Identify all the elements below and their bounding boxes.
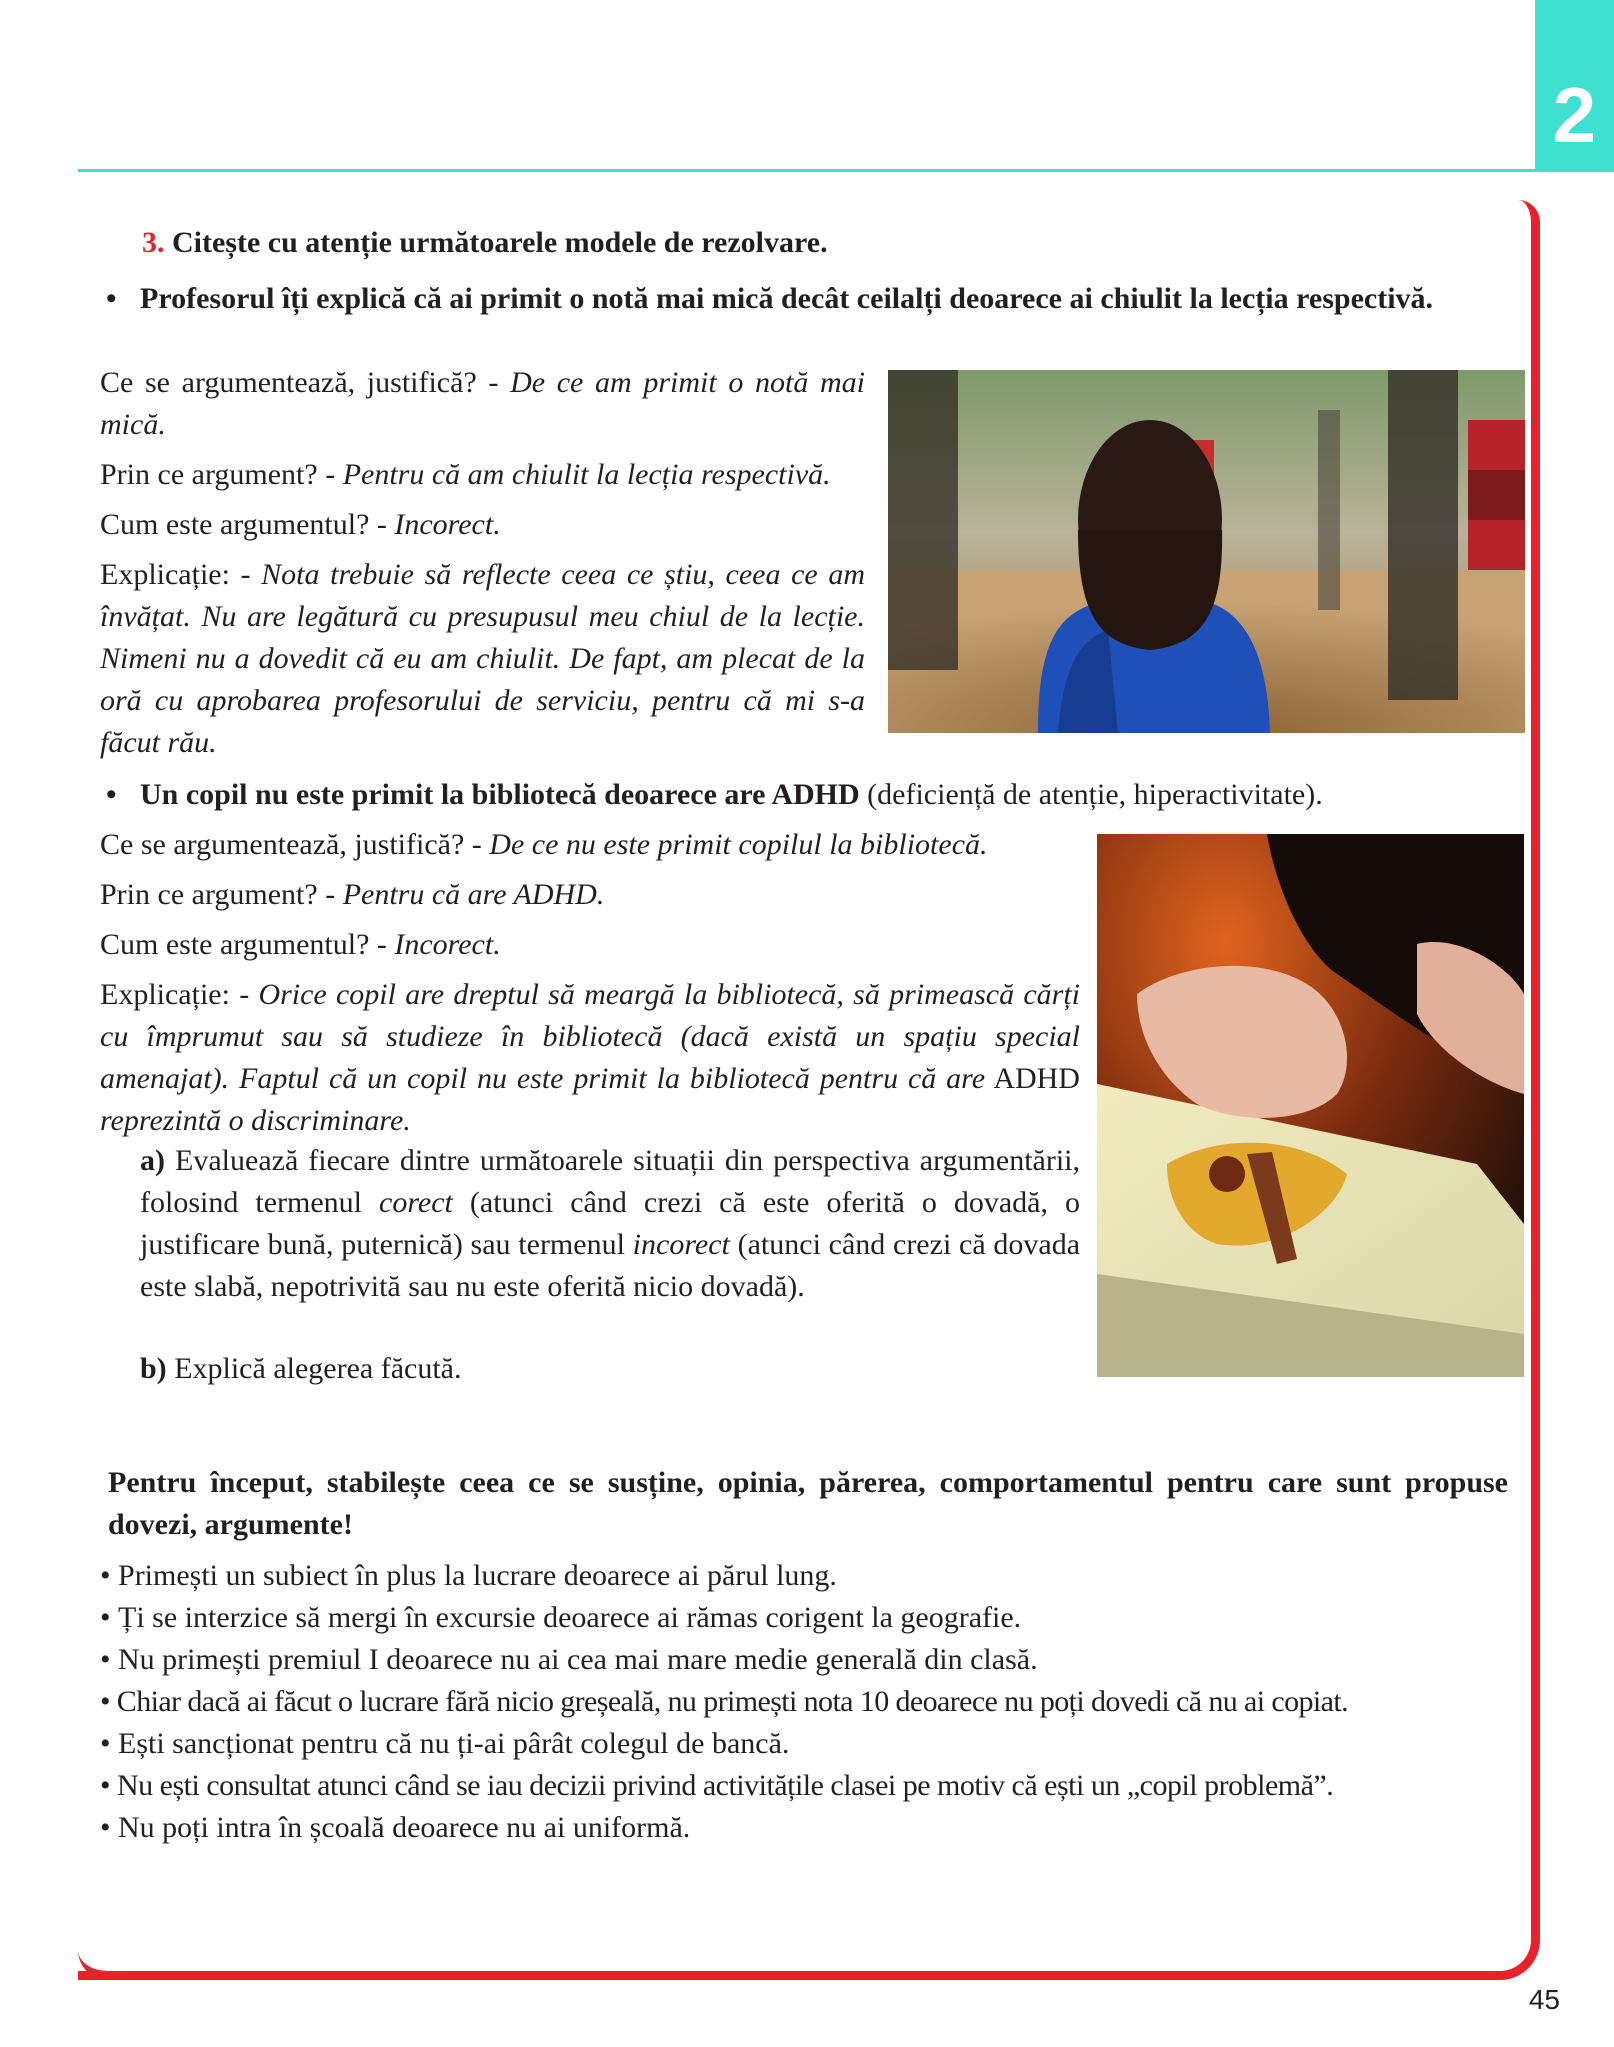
answer-text: Pentru că am chiulit la lecția respectivă.: [342, 458, 831, 491]
question-label: Ce se argumentează, justifică? -: [100, 366, 499, 399]
case1-qa: [100, 362, 865, 764]
case1-question-claim: [100, 362, 865, 446]
hint-text: Pentru început, stabilește ceea ce se susține, opinia, părerea, comportamentul pentru care sunt propuse dovezi, argumente!: [108, 1466, 1508, 1541]
girl-backpack-illustration: [888, 370, 1525, 733]
chapter-number: 2: [1552, 71, 1597, 159]
answer-text: Incorect.: [394, 508, 501, 541]
case2-question-claim: [100, 824, 1080, 866]
exercise-number: 3.: [142, 226, 165, 259]
answer-text: De ce nu este primit copilul la bibliotecă.: [489, 828, 988, 861]
case2-statement: Un copil nu este primit la bibliotecă deoarece are ADHD: [140, 778, 860, 811]
question-label: Cum este argumentul? -: [100, 508, 387, 541]
task-b: [140, 1348, 462, 1390]
case1-question-argument: [100, 454, 865, 496]
situation-item: • Nu primești premiul I deoarece nu ai cea mai mare medie generală din clasă.: [100, 1643, 1038, 1676]
situation-item: • Ți se interzice să mergi în excursie deoarece ai rămas corigent la geografie.: [100, 1601, 1022, 1634]
answer-text: Orice copil are dreptul să meargă la bibliotecă, să primească cărți cu împrumut sau să studieze în bibliotecă (dacă există un spațiu special amenajat). Faptul că un copil nu este primit la bibliotecă pentru că are: [100, 978, 1080, 1095]
question-label: Ce se argumentează, justifică? -: [100, 828, 482, 861]
question-label: Explicație: -: [100, 978, 250, 1011]
chapter-tab: [1535, 0, 1614, 172]
question-label: Explicație: -: [100, 558, 251, 591]
task-a-term-incorrect: incorect: [632, 1228, 730, 1261]
answer-text: De ce am primit o notă mai mică.: [100, 366, 865, 441]
question-label: Cum este argumentul? -: [100, 928, 387, 961]
task-a-text: Evaluează fiecare dintre următoarele situații din perspectiva argumentării, folosind termenul: [140, 1144, 1081, 1219]
situation-item: • Nu ești consultat atunci când se iau decizii privind activitățile clasei pe motiv că ești un „copil problemă”.: [100, 1769, 1334, 1802]
case1-statement: Profesorul îți explică că ai primit o notă mai mică decât ceilalți deoarece ai chiulit la lecția respectivă.: [140, 282, 1434, 315]
exercise-heading: [142, 222, 828, 264]
case2-statement-line: [140, 774, 1480, 816]
case2-question-argument: [100, 874, 1080, 916]
case2-explanation: [100, 974, 1080, 1142]
answer-term: ADHD: [993, 1062, 1080, 1095]
question-label: Prin ce argument? -: [100, 458, 336, 491]
situation-item: • Nu poți intra în școală deoarece nu ai uniformă.: [100, 1811, 691, 1844]
task-a-label: a): [140, 1144, 165, 1177]
answer-text: Pentru că are ADHD.: [342, 878, 605, 911]
case2-qa: [100, 824, 1080, 1142]
task-a-term-correct: corect: [379, 1186, 453, 1219]
case2-question-quality: [100, 924, 1080, 966]
case1-explanation: [100, 554, 865, 764]
page-number: 45: [1528, 1984, 1560, 2015]
task-b-label: b): [140, 1352, 167, 1385]
photo-girl-backpack: [888, 370, 1525, 733]
task-a-text: (atunci când crezi că este oferită o dovadă, o justificare bună, puternică) sau termenul: [140, 1186, 1080, 1261]
hand-book-illustration: [1097, 834, 1524, 1377]
question-label: Prin ce argument? -: [100, 878, 336, 911]
answer-text: reprezintă o discriminare.: [100, 1104, 411, 1137]
task-a-text: (atunci când crezi că dovada este slabă, nepotrivită sau nu este oferită nicio dovadă).: [140, 1228, 1081, 1303]
situation-item: • Ești sancționat pentru că nu ți-ai pârât colegul de bancă.: [100, 1727, 790, 1760]
case2-statement-note: (deficiență de atenție, hiperactivitate).: [867, 778, 1323, 811]
bullet-icon: •: [106, 282, 117, 315]
top-rule: [78, 169, 1538, 172]
answer-text: Incorect.: [394, 928, 501, 961]
case1-question-quality: [100, 504, 865, 546]
exercise-instruction: Citește cu atenție următoarele modele de rezolvare.: [172, 226, 828, 259]
photo-hand-book: [1097, 834, 1524, 1377]
situation-item: • Primești un subiect în plus la lucrare deoarece ai părul lung.: [100, 1559, 837, 1592]
task-a: [140, 1140, 1080, 1308]
situation-item: • Chiar dacă ai făcut o lucrare fără nicio greșeală, nu primești nota 10 deoarece nu poți dovedi că nu ai copiat.: [100, 1685, 1348, 1718]
task-b-text: Explică alegerea făcută.: [174, 1352, 462, 1385]
answer-text: Nota trebuie să reflecte ceea ce știu, ceea ce am învățat. Nu are legătură cu presupusul meu chiul de la lecție. Nimeni nu a dovedit că eu am chiulit. De fapt, am plecat de la oră cu aprobarea profesorului de serviciu, pentru că mi s-a făcut rău.: [100, 558, 866, 759]
bullet-icon: •: [106, 778, 117, 811]
